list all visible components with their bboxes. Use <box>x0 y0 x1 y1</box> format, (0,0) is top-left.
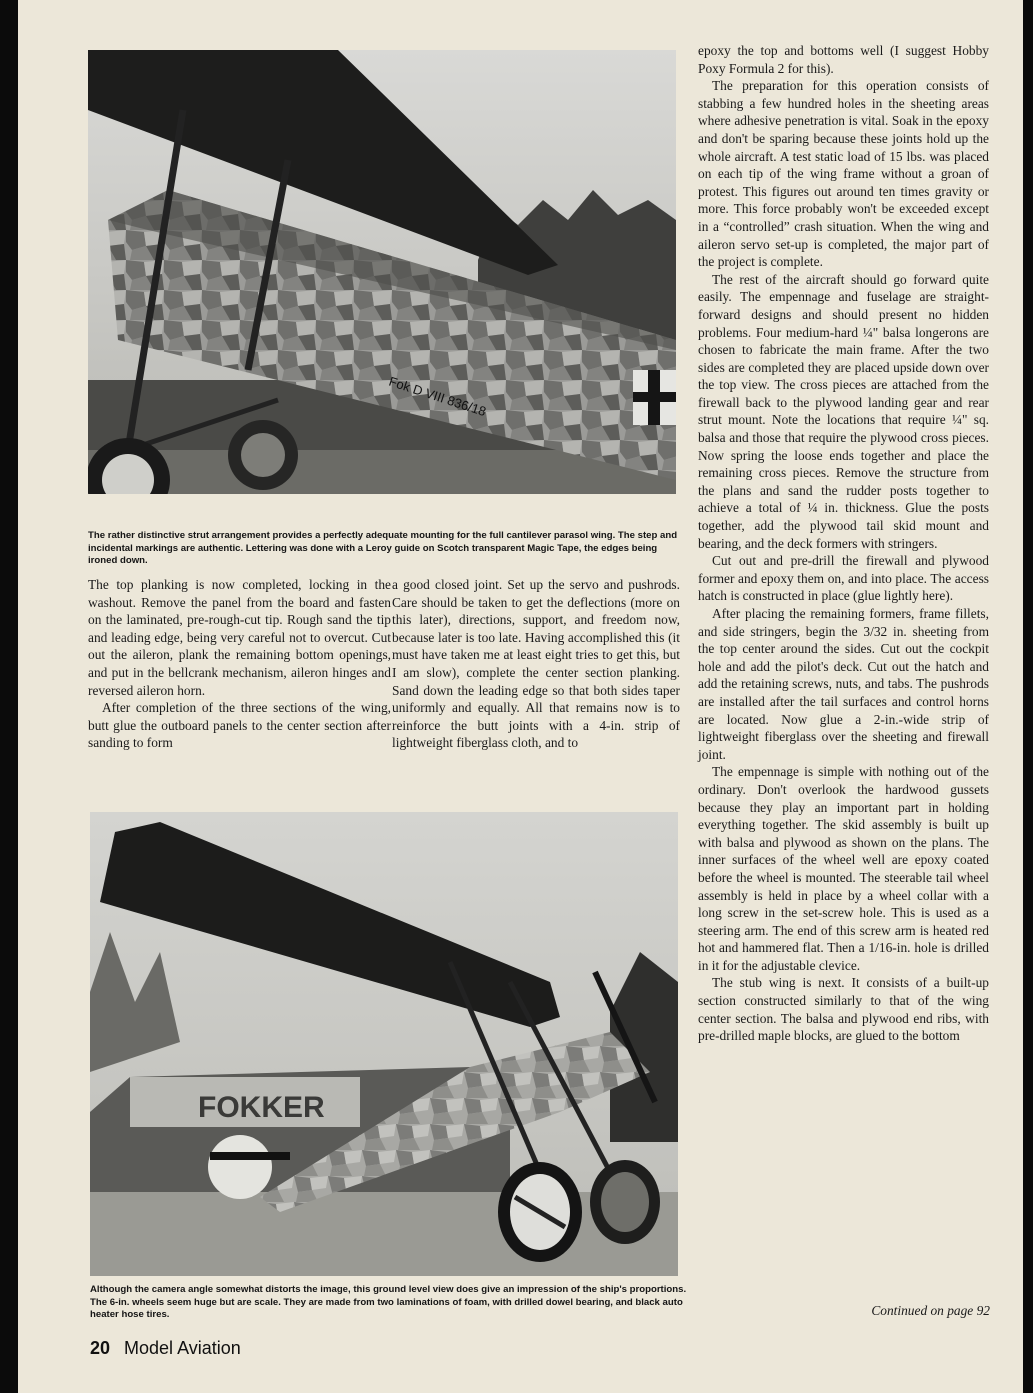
photo-bottom <box>90 812 678 1276</box>
column-left <box>88 576 391 752</box>
photo-top-caption: The rather distinctive strut arrangement provides a perfectly adequate mounting for the full cantilever parasol wing. The step and incidental markings are authentic. Lettering was done with a Leroy guide on Scotch transparent Magic Tape, the edges being ironed down. <box>88 530 678 566</box>
paragraph: The empennage is simple with nothing out of the ordinary. Don't overlook the hardwood gussets because they play an important part in holding everything together. The skid assembly is built up with balsa and plywood as shown on the plans. The inner surfaces of the wheel well are epoxy coated before the wheel is mounted. The steerable tail wheel assembly is held in place by a wheel collar with a long screw in the set-screw hole. This is used as a steering arm. The end of this screw arm is heated red hot and hammered flat. Then a 1/16-in. hole is drilled in it for the adjustable clevice. <box>698 764 989 973</box>
paragraph: The rest of the aircraft should go forward quite easily. The empennage and fuselage are straight-forward designs and should present no hidden problems. Four medium-hard ¼" balsa longerons are chosen to fabricate the main frame. After the two sides are completed they are placed upside down over the top view. The cross pieces are attached from the firewall back to the plywood landing gear and rear strut mount. Note the locations that require ¼" sq. balsa and those that require the plywood cross pieces. Now spring the loose ends together and place the remaining cross pieces. Remove the structure from the plans and sand the rudder posts together to achieve a total of ¼ in. thickness. Glue the posts together, add the plywood tail skid mount and bearing, and the deck formers with stringers. <box>698 271 989 551</box>
column-middle <box>392 576 680 752</box>
paragraph: The preparation for this operation consists of stabbing a few hundred holes in the sheeting areas where adhesive penetration is vital. Soak in the epoxy and don't be sparing because these joints hold up the whole aircraft. A test static load of 15 lbs. was placed on each tip of the wing frame without a groan of protest. This figures out around ten times gravity or more. This force probably won't be exceeded except in a “controlled” crash situation. When the wing and aileron servo set-up is completed, the major part of the project is complete. <box>698 78 989 270</box>
magazine-page <box>18 0 1023 1393</box>
fokker-closeup-photo <box>88 50 676 494</box>
paragraph: epoxy the top and bottoms well (I suggest Hobby Poxy Formula 2 for this). <box>698 43 989 76</box>
hangar-sign: FOKKER <box>198 1091 325 1124</box>
paragraph: The stub wing is next. It consists of a built-up section constructed similarly to that of the wing center section. The balsa and plywood end ribs, with pre-drilled maple blocks, are glued to the bottom <box>698 975 989 1044</box>
continued-note: Continued on page 92 <box>871 1303 990 1318</box>
paragraph: a good closed joint. Set up the servo and pushrods. Care should be taken to get the deflections (more on this later), directions, support, and freedom now, because later is too late. Having accomplished this (it must have taken me at least eight tries to get this, but I am slow), complete the center section planking. Sand down the leading edge so that both sides taper uniformly and equally. All that remains now is to reinforce the butt joints with a 4-in. strip of lightweight fiberglass cloth, and to <box>392 577 680 751</box>
page-footer <box>90 1338 241 1359</box>
fuselage-marking: Fok D VIII 836/18 <box>387 373 488 420</box>
fokker-ground-view-photo <box>90 812 678 1276</box>
paragraph: After completion of the three sections of the wing, butt glue the outboard panels to the center section after sanding to form <box>88 700 391 751</box>
photo-top <box>88 50 676 494</box>
column-right <box>698 42 989 1045</box>
paragraph: After placing the remaining formers, frame fillets, and side stringers, begin the 3/32 in. sheeting from the top center around the sides. Cut out the cockpit hole and add the pilot's deck. Cut out the hatch and add the retaining screws, nuts, and tabs. The pushrods are installed after the tail surfaces and control horns are located. Now glue a 2-in.-wide strip of lightweight fiberglass over the sheeting and firewall joint. <box>698 606 989 762</box>
paragraph: Cut out and pre-drill the firewall and plywood former and epoxy them on, and into place. The access hatch is constructed in place (glue lightly here). <box>698 553 989 604</box>
page-number: 20 <box>90 1338 111 1358</box>
photo-bottom-caption: Although the camera angle somewhat distorts the image, this ground level view does give an impression of the ship's proportions. The 6-in. wheels seem huge but are scale. They are made from two laminations of foam, with drilled dowel bearing, and black auto heater hose tires. <box>90 1284 687 1320</box>
paragraph: The top planking is now completed, locking in the washout. Remove the panel from the board and fasten on the laminated, pre-rough-cut tip. Rough sand the tip and leading edge, being very careful not to overcut. Cut out the aileron, plank the remaining bottom openings, and put in the bellcrank mechanism, aileron hinges and reversed aileron horn. <box>88 577 391 698</box>
magazine-title: Model Aviation <box>124 1338 241 1358</box>
